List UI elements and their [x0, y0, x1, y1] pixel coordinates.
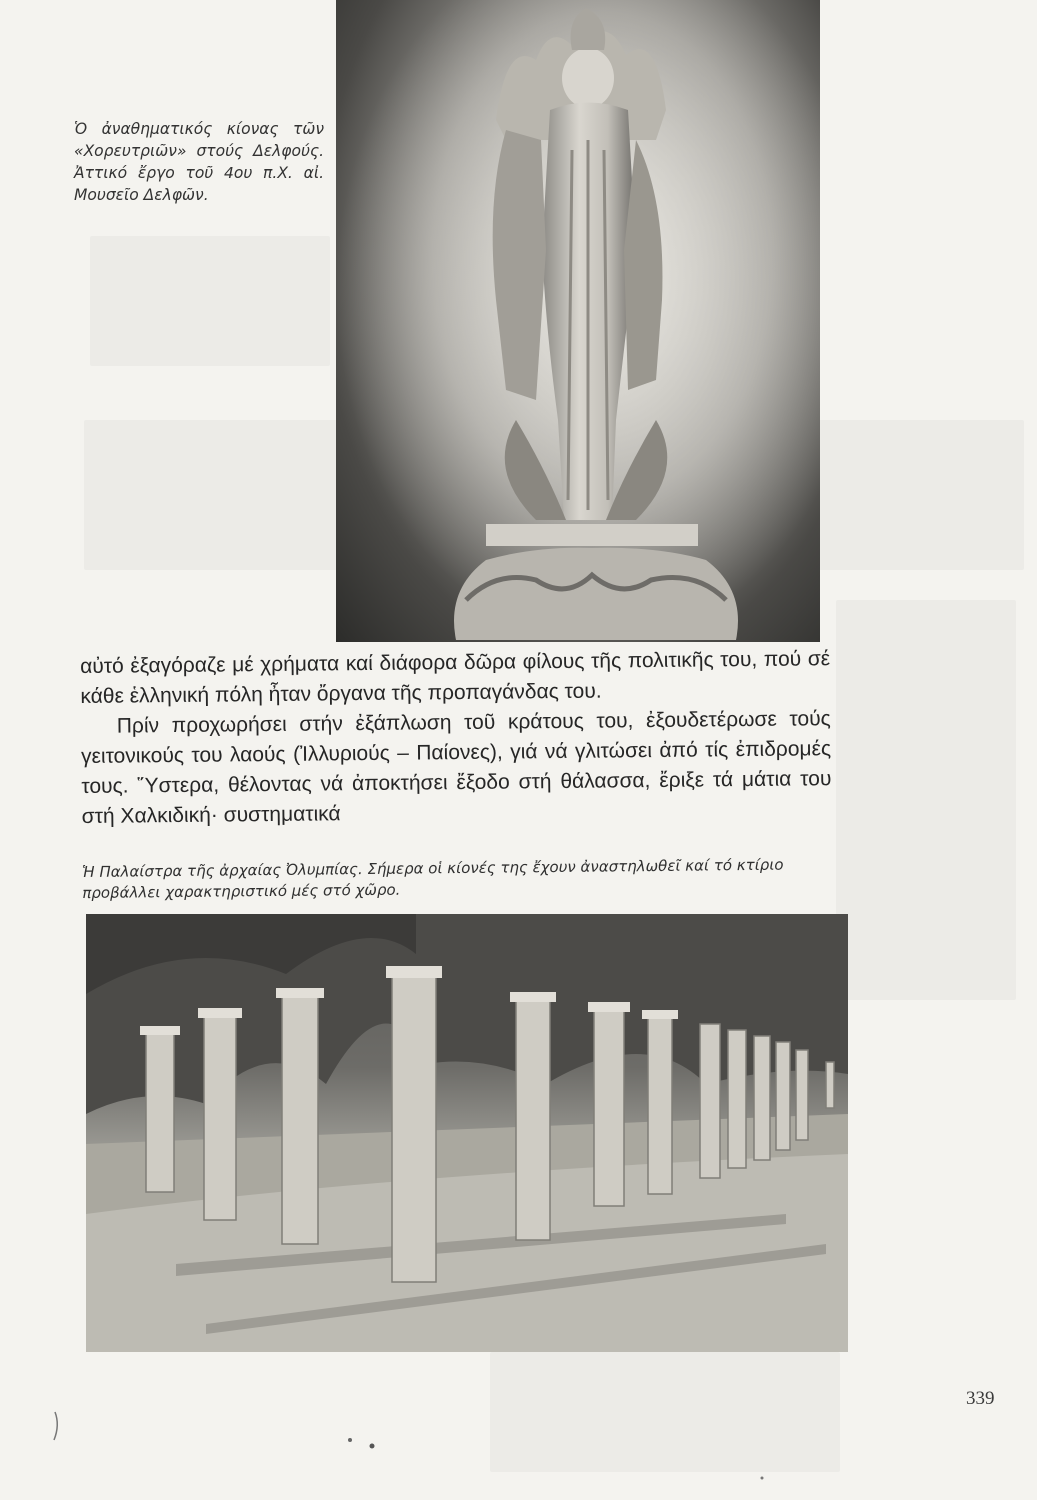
body-paragraph: Πρίν προχωρήσει στήν ἐξάπλωση τοῦ κράτους του, ἐξουδετέρωσε τούς γειτονικούς του λαούς (Ἰλλυριούς – Παίονες), γιά νά γλιτώσει ἀπό τίς ἐπιδρομές τους. Ὕστερα, θέλοντας νά ἀποκτήσει ἔξοδο στή θάλασσα, ἔριξε τά μάτια του στή Χαλκιδική· συστηματικά: [80, 707, 832, 828]
bottom-figure-caption: Ἡ Παλαίστρα τῆς ἀρχαίας Ὀλυμπίας. Σήμερα οἱ κίονές της ἔχουν ἀναστηλωθεῖ καί τό κτίριο προβάλλει χαρακτηριστικό μές στό χῶρο.: [82, 855, 784, 902]
page-bleed: [490, 1352, 840, 1472]
palaestra-photo: [86, 914, 848, 1352]
page-number: 339: [966, 1388, 995, 1409]
body-text: [80, 644, 832, 832]
dancers-column-photo: [336, 0, 820, 642]
body-paragraph: αὐτό ἐξαγόραζε μέ χρήματα καί διάφορα δῶρα φίλους τῆς πολιτικῆς του, πού σέ κάθε ἑλληνική πόλη ἦταν ὄργανα τῆς προπαγάνδας του.: [80, 647, 831, 708]
page-bleed: [836, 600, 1016, 1000]
top-figure-caption: Ὁ ἀναθηματικός κίονας τῶν «Χορευτριῶν» στούς Δελφούς. Ἀττικό ἔργο τοῦ 4ου π.Χ. αἰ. Μουσεῖο Δελφῶν.: [74, 120, 324, 204]
page-bleed: [90, 236, 330, 366]
dancers-column-illustration: [336, 0, 820, 642]
palaestra-illustration: [86, 914, 848, 1352]
